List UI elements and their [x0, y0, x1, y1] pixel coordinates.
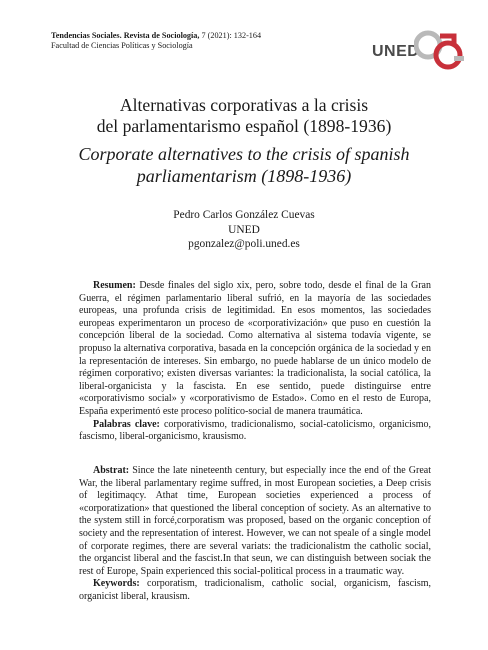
resumen-section	[79, 280, 431, 444]
resumen-text: Desde finales del siglo xix, pero, sobre todo, desde el final de la Gran Guerra, el régimen parlamentario liberal sufrió, en la mayoría de las sociedades europeas, una profunda crisis de legitimidad. En esos momentos, las sociedades europeas experimentaron un proceso de «corporativización» que puso en cuestión la concepción liberal de la sociedad. Como alternativa al sistema todavía vigente, se propuso la alternativa corporativa, basada en la concepción orgánica de la sociedad y en la representación de intereses. Sin embargo, no puede hablarse de un único modelo de régimen corporativo; existen diversas variantes: la tradicionalista, la social católica, la liberal-organicista y la fascista. En ese sentido, puede distinguirse entre «corporativismo social» y «corporativismo de Estado». Como en el resto de Europa, España experimentó este proceso político-social de manera traumática.	[79, 280, 431, 417]
author-block	[0, 208, 488, 252]
keywords-paragraph	[79, 578, 431, 603]
author-affiliation: UNED	[228, 223, 260, 236]
palabras-clave-label: Palabras clave:	[93, 418, 160, 430]
abstract-label: Abstrat:	[93, 465, 130, 476]
keywords-label: Keywords:	[93, 578, 140, 590]
title-es-line-2: del parlamentarismo español (1898-1936)	[96, 116, 392, 136]
journal-header	[51, 31, 351, 51]
resumen-label: Resumen:	[93, 280, 136, 291]
title-en-line-2: parliamentarism (1898-1936)	[136, 166, 352, 186]
abstract-section	[79, 465, 431, 604]
keywords-text: corporatism, tradicionalism, catholic social, organicism, fascism, organicist liberal, krausism.	[79, 578, 431, 602]
palabras-clave-text: corporativismo, tradicionalismo, social-catolicismo, organicismo, fascismo, liberal-organicismo, krausismo.	[79, 418, 431, 443]
title-block	[0, 95, 488, 187]
title-es-line-1: Alternativas corporativas a la crisis	[119, 95, 369, 115]
faculty-name: Facultad de Ciencias Políticas y Sociología	[51, 41, 193, 50]
logo-text: UNED	[372, 43, 420, 60]
journal-citation	[51, 31, 351, 41]
uned-logo	[370, 30, 470, 72]
logo-emblem-icon	[414, 30, 470, 72]
journal-issue: 7 (2021): 132-164	[199, 31, 262, 40]
journal-name: Tendencias Sociales. Revista de Sociología,	[51, 31, 200, 40]
palabras-clave-paragraph	[79, 419, 431, 444]
title-en-block	[0, 143, 488, 187]
resumen-paragraph	[79, 280, 431, 419]
abstract-text: Since the late nineteenth century, but especially ince the end of the Great War, the liberal parlamentary regime suffred, in most European societies, a Deep crisis of legitimaqcy. Athat time, European societies experienced a process of «corporatization» that questioned the liberal conception of society. As an alternative to the system still in forcé,corporatism was proposed, based on the organic conception of society and the representation of interest. However, we can not speale of a single model of corporate regimes, there are several variats: the tradicionalistm the catholic social, the organcist liberal and the fascist.In that seun, we can distinguish between sociak the rest of Europe, Spain experienced this social-political process in a traumatic way.	[79, 465, 431, 577]
author-email[interactable]: pgonzalez@poli.uned.es	[188, 238, 300, 250]
title-en-line-1: Corporate alternatives to the crisis of spanish	[78, 144, 410, 164]
author-name: Pedro Carlos González Cuevas	[173, 209, 315, 221]
abstract-paragraph	[79, 465, 431, 578]
